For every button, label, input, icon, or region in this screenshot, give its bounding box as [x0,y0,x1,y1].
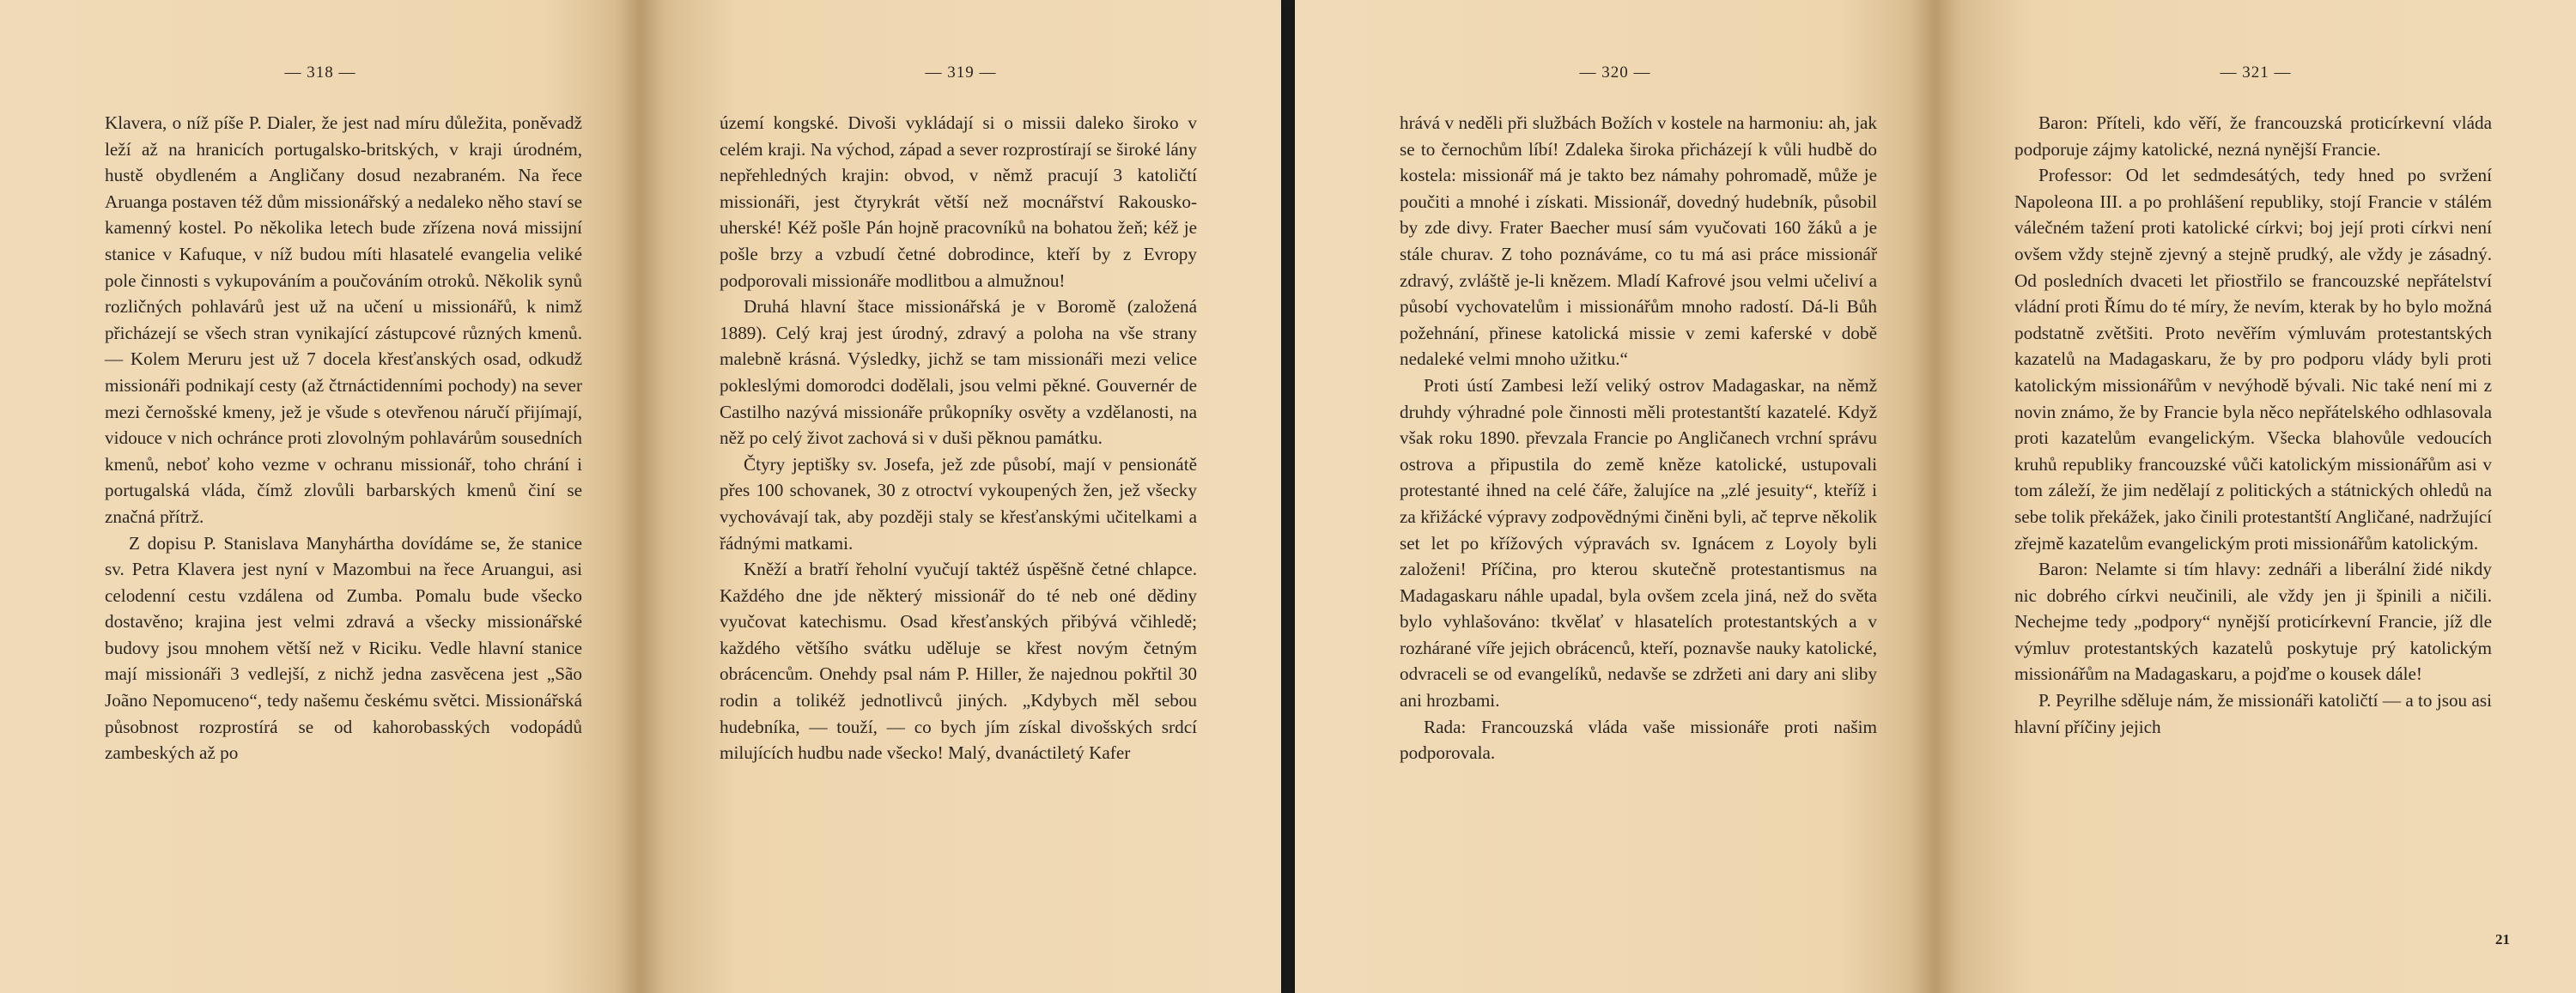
paragraph: Čtyry jeptišky sv. Josefa, jež zde působí, mají v pensionátě přes 100 schovanek, 30 z otroctví vykoupených žen, jež všecky vychovávají tak, aby později staly se křesťanskými učitelkami a řádnými matkami. [720,453,1197,554]
page-321 [1935,0,2576,993]
page-number: — 321 — [2220,64,2292,82]
page-number: — 319 — [925,64,997,82]
paragraph: území kongské. Divoši vykládají si o missii daleko široko v celém kraji. Na východ, západ a sever rozprostírají se široké lány nepřehledných krajin: obvod, v němž pracují 3 katoličtí missionáři, jest čtyrykrát větší než mocnářství Rakousko-uherské! Kéž pošle Pán hojně pracovníků na bohatou žeň; kéž je pošle brzy a vzbudí četné dobrodince, kteří by z Evropy podporovali missionáře modlitbou a almužnou! [720,112,1197,291]
paragraph: P. Peyrilhe sděluje nám, že missionáři katoličtí — a to jsou asi hlavní příčiny jejich [2014,690,2492,737]
paragraph: Druhá hlavní štace missionářská je v Boromě (založená 1889). Celý kraj jest úrodný, zdravý a poloha na vše strany malebně krásná. Výsledky, jichž se tam missionáři mezi velice pokleslými domorodci dodělali, jsou velmi pěkné. Gouvernér de Castilho nazývá missionáře průkopníky osvěty a vzdělanosti, na něž po celý život zachová si v duši pěknou památku. [720,296,1197,449]
page-320 [1295,0,1935,993]
right-spread [1295,0,2576,993]
paragraph: Kněží a bratří řeholní vyučují taktéž úspěšně četné chlapce. Každého dne jde některý missionář do té neb oné dědiny vyučovat katechismu. Osad křesťanských přibývá včihledě; každého většího svátku uděluje se křest novým četným obrácencům. Onehdy psal nám P. Hiller, že najednou pokřtil 30 rodin a tolikéž jednotlivců jiných. „Kdybych měl sebou hudebníka, — touží, — co bych jím získal divošských srdcí milujících hudbu nade všecko! Malý, dvanáctiletý Kafer [720,559,1197,764]
page-text [720,110,1197,766]
page-text [1400,110,1877,766]
page-text [105,110,582,766]
paragraph: Klavera, o níž píše P. Dialer, že jest nad míru důležita, poněvadž leží až na hranicích portugalsko-britských, v kraji úrodném, hustě obydleném a Angličany dosud nezabraném. Na řece Aruanga postaven též dům missionářský a nedaleko něho staví se kamenný kostel. Po několika letech bude zřízena nová missijní stanice v Kafuque, v níž budou míti hlasatelé evangelia veliké pole činnosti s vykupováním a poučováním otroků. Několik synů rozličných pohlavárů jest už na učení u missionářů, k nimž přicházejí se všech stran vynikající zástupcové různých kmenů. — Kolem Meruru jest už 7 docela křesťanských osad, odkudž missionáři podnikají cesty (až čtrnáctidenními pochody) na sever mezi černošské kmeny, jež je všude s otevřenou náručí přijímají, vidouce v nich ochránce proti zlovolným pohlavárům sousedních kmenů, neboť koho vezme v ochranu missionář, toho chrání i portugalská vláda, čímž zlovůli barbarských kmenů činí se značná přítrž. [105,112,582,527]
paragraph: Baron: Příteli, kdo věří, že francouzská proticírkevní vláda podporuje zájmy katolické, nezná nynější Francie. [2014,112,2492,160]
page-318 [0,0,641,993]
left-spread [0,0,1281,993]
signature-mark: 21 [2495,931,2510,948]
paragraph: Baron: Nelamte si tím hlavy: zednáři a liberální židé nikdy nic dobrého církvi neučinili, ale vždy jen ji špinili a ničili. Nechejme tedy „podpory“ nynější proticírkevní Francie, jíž dle výmluv protestantských kazatelů poskytuje prý katolickým missionářům na Madagaskaru, a pojďme o kousek dále! [2014,559,2492,685]
page-text [2014,110,2492,740]
paragraph: Professor: Od let sedmdesátých, tedy hned po svržení Napoleona III. a po prohlášení republiky, stojí Francie v stálém válečném tažení proti katolické církvi; boj její proti církvi není ovšem vždy stejně zjevný a stejně prudký, ale vždy je zásadný. Od posledních dvaceti let přiostřilo se francouzské nepřátelství vládní proti Římu do té míry, že nevím, kterak by ho bylo možná podstatně zvětšiti. Proto nevěřím výmluvám protestantských kazatelů na Madagaskaru, že by pro podporu vlády byli proti katolickým missionářům v nevýhodě bývali. Nic také není mi z novin známo, že by Francie byla něco nepřátelského odhlasovala proti kazatelům evangelickým. Všecka blahovůle vedoucích kruhů republiky francouzské vůči katolickým missionářům asi v tom záleží, že jim nedělají z politických a státnických ohledů na sebe tolik překážek, jako činili protestantští Angličané, nadržující zřejmě kazatelům evangelickým proti missionářům katolickým. [2014,165,2492,554]
page-319 [641,0,1281,993]
page-number: — 318 — [284,64,356,82]
paragraph: Proti ústí Zambesi leží veliký ostrov Madagaskar, na němž druhdy výhradné pole činnosti měli protestantští kazatelé. Když však roku 1890. převzala Francie po Angličanech vrchní správu ostrova a připustila do země kněze katolické, ustupovali protestanté ihned na celé čáře, žalujíce na „zlé jesuity“, kteříž i za křižácké výpravy zodpovědnými činěni byli, ač teprve několik set let po křížových výpravách sv. Ignácem z Loyoly byli založeni! Příčina, pro kterou skutečně protestantismus na Madagaskaru náhle upadal, byla ovšem zcela jiná, než do světa bylo vyhlašováno: tkvělať v hlasatelích protestantských a v rozhárané víře jejich obrácenců, kteří, poznavše nauky katolické, odvraceli se od evangelíků, nedavše se zdržeti ani dary ani sliby ani hrozbami. [1400,374,1877,711]
paragraph: hrává v neděli při službách Božích v kostele na harmoniu: ah, jak se to černochům líbí! Zdaleka široka přicházejí k vůli hudbě do kostela: missionář má je takto bez námahy pohromadě, může je poučiti a mnohé i získati. Missionář, dovedný hudebník, působil by zde divy. Frater Baecher musí sám vyučovati 160 žáků a je stále churav. Z toho poznáváme, co tu má asi práce missionář zdravý, zvláště je-li knězem. Mladí Kafrové jsou velmi učeliví a působí vychovatelům i missionářům mnoho radostí. Dá-li Bůh požehnání, přinese katolická missie v zemi kaferské v době nedaleké velmi mnoho užitku.“ [1400,112,1877,370]
paragraph: Z dopisu P. Stanislava Manyhártha dovídáme se, že stanice sv. Petra Klavera jest nyní v Mazombui na řece Aruangui, asi celodenní cestu vzdálena od Zumba. Pomalu bude všecko dostavěno; krajina jest velmi zdravá a všecky missionářské budovy jsou mnohem větší než v Riciku. Vedle hlavní stanice mají missionáři 3 vedlejší, z nichž jedna zasvěcena jest „São Joãno Nepomuceno“, tedy našemu českému světci. Missionářská působnost rozprostírá se od kahorobasských vodopádů zambeských až po [105,532,582,764]
page-number: — 320 — [1579,64,1651,82]
paragraph: Rada: Francouzská vláda vaše missionáře proti našim podporovala. [1400,716,1877,764]
